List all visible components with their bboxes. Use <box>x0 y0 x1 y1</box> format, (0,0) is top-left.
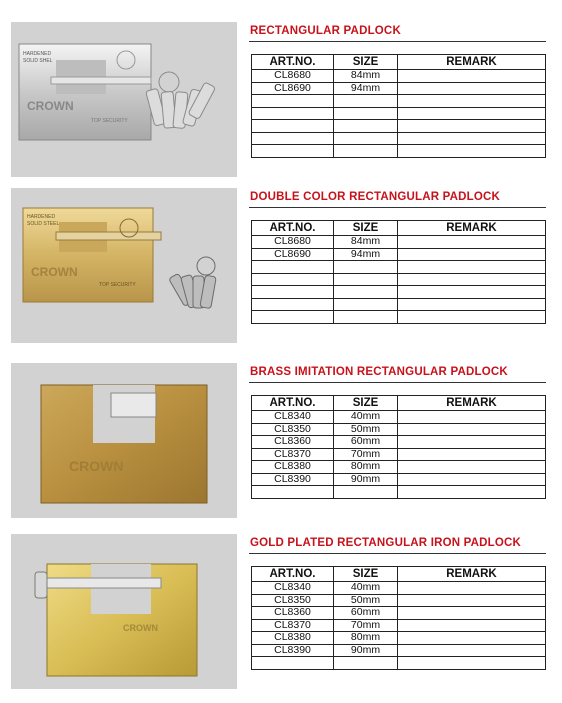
table-header-row <box>252 396 546 411</box>
cell-art-no: CL8380 <box>252 632 334 645</box>
cell-remark <box>398 594 546 607</box>
table-row <box>252 261 546 274</box>
cell-remark <box>398 448 546 461</box>
table-row <box>252 644 546 657</box>
cell-size: 90mm <box>334 473 398 486</box>
cell-remark <box>398 95 546 108</box>
cell-art-no <box>252 132 334 145</box>
cell-art-no: CL8340 <box>252 582 334 595</box>
cell-size <box>334 95 398 108</box>
cell-remark <box>398 298 546 311</box>
table-row <box>252 582 546 595</box>
col-art-no: ART.NO. <box>252 221 334 236</box>
cell-remark <box>398 461 546 474</box>
table-row <box>252 248 546 261</box>
cell-size: 70mm <box>334 448 398 461</box>
table-row <box>252 273 546 286</box>
title-divider <box>249 382 546 383</box>
table-row <box>252 607 546 620</box>
cell-remark <box>398 286 546 299</box>
col-art-no: ART.NO. <box>252 567 334 582</box>
cell-remark <box>398 132 546 145</box>
cell-art-no: CL8680 <box>252 70 334 83</box>
engraving-top2: SOLID SHEL <box>23 58 53 64</box>
cell-size <box>334 486 398 499</box>
cell-art-no: CL8690 <box>252 82 334 95</box>
cell-remark <box>398 436 546 449</box>
engraving-top: HARDENED <box>23 51 52 57</box>
col-remark: REMARK <box>398 55 546 70</box>
cell-size <box>334 107 398 120</box>
col-remark: REMARK <box>398 221 546 236</box>
cell-size: 84mm <box>334 236 398 249</box>
col-size: SIZE <box>334 55 398 70</box>
cell-size <box>334 120 398 133</box>
cell-art-no: CL8390 <box>252 473 334 486</box>
table-row <box>252 311 546 324</box>
cell-art-no: CL8370 <box>252 448 334 461</box>
cell-remark <box>398 120 546 133</box>
cell-remark <box>398 619 546 632</box>
cell-art-no: CL8380 <box>252 461 334 474</box>
table-row <box>252 423 546 436</box>
table-row <box>252 436 546 449</box>
title-divider <box>249 207 546 208</box>
cell-remark <box>398 423 546 436</box>
keys-icon <box>146 72 216 128</box>
product-title: GOLD PLATED RECTANGULAR IRON PADLOCK <box>250 537 522 549</box>
engraving-brand: CROWN <box>123 623 158 633</box>
product-title: DOUBLE COLOR RECTANGULAR PADLOCK <box>250 191 501 203</box>
spec-table <box>251 395 546 499</box>
title-divider <box>249 41 546 42</box>
table-row <box>252 286 546 299</box>
table-row <box>252 619 546 632</box>
cell-size: 94mm <box>334 248 398 261</box>
cell-art-no <box>252 261 334 274</box>
cell-size: 40mm <box>334 582 398 595</box>
cell-remark <box>398 248 546 261</box>
table-row <box>252 448 546 461</box>
cell-art-no: CL8690 <box>252 248 334 261</box>
table-row <box>252 411 546 424</box>
cell-size: 60mm <box>334 607 398 620</box>
cell-size <box>334 132 398 145</box>
cell-art-no <box>252 145 334 158</box>
product-rectangular-padlock <box>0 16 562 184</box>
cell-remark <box>398 261 546 274</box>
cell-remark <box>398 145 546 158</box>
cell-size <box>334 311 398 324</box>
cell-size <box>334 657 398 670</box>
keys-icon <box>169 257 217 309</box>
cell-size: 70mm <box>334 619 398 632</box>
cell-size <box>334 298 398 311</box>
table-row <box>252 657 546 670</box>
col-remark: REMARK <box>398 396 546 411</box>
table-row <box>252 95 546 108</box>
table-row <box>252 107 546 120</box>
table-row <box>252 120 546 133</box>
cell-size <box>334 261 398 274</box>
table-row <box>252 298 546 311</box>
col-size: SIZE <box>334 221 398 236</box>
engraving-brand: CROWN <box>31 265 78 279</box>
cell-size: 50mm <box>334 423 398 436</box>
table-row <box>252 473 546 486</box>
cell-remark <box>398 273 546 286</box>
product-photo <box>11 22 237 177</box>
cell-art-no: CL8360 <box>252 607 334 620</box>
cell-size: 80mm <box>334 461 398 474</box>
cell-remark <box>398 486 546 499</box>
engraving-top: HARDENED <box>27 214 56 220</box>
table-row <box>252 461 546 474</box>
cell-remark <box>398 236 546 249</box>
spec-table <box>251 54 546 158</box>
cell-remark <box>398 644 546 657</box>
table-row <box>252 82 546 95</box>
product-photo <box>11 188 237 343</box>
cell-art-no: CL8350 <box>252 594 334 607</box>
col-remark: REMARK <box>398 567 546 582</box>
engraving-sub: TOP SECURITY <box>99 282 136 288</box>
cell-remark <box>398 607 546 620</box>
cell-remark <box>398 473 546 486</box>
col-size: SIZE <box>334 567 398 582</box>
cell-art-no <box>252 311 334 324</box>
product-gold-plated-padlock <box>0 528 562 696</box>
cell-remark <box>398 311 546 324</box>
engraving-top2: SOLID STEEL <box>27 221 60 227</box>
table-row <box>252 132 546 145</box>
cell-size <box>334 145 398 158</box>
cell-size: 60mm <box>334 436 398 449</box>
table-header-row <box>252 567 546 582</box>
cell-art-no: CL8370 <box>252 619 334 632</box>
cell-remark <box>398 82 546 95</box>
product-title: RECTANGULAR PADLOCK <box>250 25 401 37</box>
table-row <box>252 632 546 645</box>
table-header-row <box>252 55 546 70</box>
cell-art-no <box>252 486 334 499</box>
cell-art-no <box>252 657 334 670</box>
cell-size <box>334 273 398 286</box>
cell-art-no: CL8390 <box>252 644 334 657</box>
table-row <box>252 236 546 249</box>
product-brass-imitation-padlock <box>0 357 562 525</box>
col-art-no: ART.NO. <box>252 55 334 70</box>
cell-art-no <box>252 120 334 133</box>
cell-art-no <box>252 95 334 108</box>
product-photo <box>11 534 237 689</box>
cell-remark <box>398 657 546 670</box>
engraving-brand: CROWN <box>27 99 74 113</box>
engraving-sub: TOP SECURITY <box>91 118 128 124</box>
product-double-color-padlock <box>0 182 562 350</box>
engraving-brand: CROWN <box>69 458 124 474</box>
table-header-row <box>252 221 546 236</box>
col-size: SIZE <box>334 396 398 411</box>
cell-remark <box>398 70 546 83</box>
cell-remark <box>398 632 546 645</box>
cell-art-no <box>252 107 334 120</box>
cell-size <box>334 286 398 299</box>
cell-art-no <box>252 298 334 311</box>
cell-remark <box>398 107 546 120</box>
spec-table <box>251 220 546 324</box>
cell-remark <box>398 582 546 595</box>
cell-size: 90mm <box>334 644 398 657</box>
cell-art-no: CL8680 <box>252 236 334 249</box>
product-title: BRASS IMITATION RECTANGULAR PADLOCK <box>250 366 508 378</box>
table-row <box>252 486 546 499</box>
cell-art-no <box>252 273 334 286</box>
cell-art-no: CL8340 <box>252 411 334 424</box>
cell-art-no: CL8350 <box>252 423 334 436</box>
cell-size: 50mm <box>334 594 398 607</box>
cell-size: 84mm <box>334 70 398 83</box>
cell-size: 40mm <box>334 411 398 424</box>
table-row <box>252 594 546 607</box>
cell-size: 80mm <box>334 632 398 645</box>
spec-table <box>251 566 546 670</box>
col-art-no: ART.NO. <box>252 396 334 411</box>
cell-art-no: CL8360 <box>252 436 334 449</box>
cell-remark <box>398 411 546 424</box>
title-divider <box>249 553 546 554</box>
table-row <box>252 70 546 83</box>
product-photo <box>11 363 237 518</box>
table-row <box>252 145 546 158</box>
cell-size: 94mm <box>334 82 398 95</box>
cell-art-no <box>252 286 334 299</box>
